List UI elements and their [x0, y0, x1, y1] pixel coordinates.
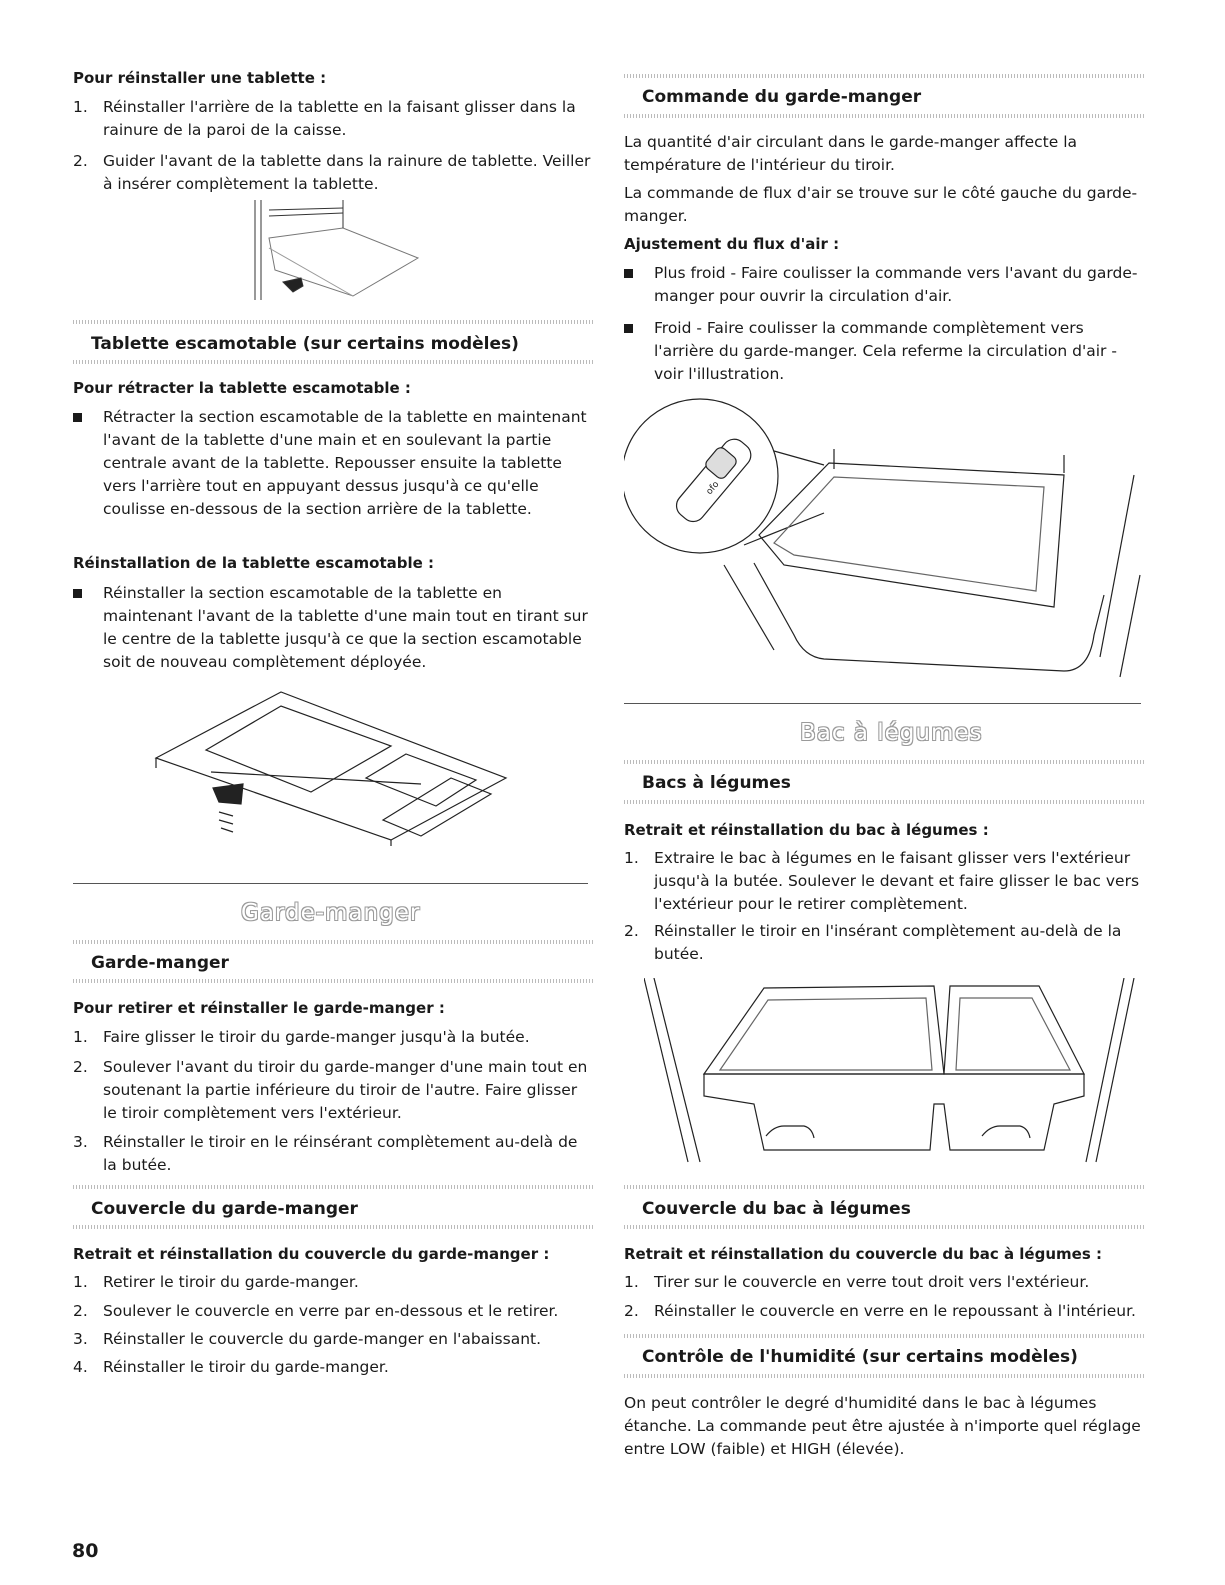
list-item — [73, 1056, 593, 1125]
crisper-banner: Bac à légumes — [800, 720, 983, 746]
pantry-cover-heading: Retrait et réinstallation du couvercle du garde-manger : — [73, 1245, 550, 1263]
step-text: Extraire le bac à légumes en le faisant glisser vers l'extérieur jusqu'à la butée. Soulever le devant et faire glisser le bac vers l'extérieur pour le retirer complètement. — [654, 849, 1140, 913]
step-number: 2. — [73, 152, 88, 170]
list-item — [73, 1356, 593, 1379]
section-divider — [624, 74, 1144, 78]
reinstall-retract-heading: Réinstallation de la tablette escamotable : — [73, 554, 435, 572]
section-rule — [624, 703, 1141, 704]
list-item — [624, 262, 1144, 308]
reinstall-shelf-heading: Pour réinstaller une tablette : — [73, 69, 327, 87]
list-item — [73, 582, 593, 674]
list-item — [73, 150, 593, 196]
section-divider — [73, 1225, 593, 1229]
humidity-title: Contrôle de l'humidité (sur certains modèles) — [642, 1347, 1078, 1367]
bullet-icon — [624, 324, 633, 333]
section-divider — [624, 1374, 1144, 1378]
section-divider — [624, 1334, 1144, 1338]
bullet-icon — [73, 589, 82, 598]
step-text: Réinstaller le tiroir en l'insérant complètement au-delà de la butée. — [654, 922, 1122, 963]
section-divider — [73, 1185, 593, 1189]
crisper-heading: Retrait et réinstallation du bac à légumes : — [624, 821, 989, 839]
bullet-icon — [73, 413, 82, 422]
pantry-control-text: La commande de flux d'air se trouve sur le côté gauche du garde-manger. — [624, 184, 1138, 225]
list-item — [624, 1300, 1144, 1323]
step-number: 3. — [73, 1330, 88, 1348]
section-divider — [73, 360, 593, 364]
step-text: Faire glisser le tiroir du garde-manger jusqu'à la butée. — [103, 1028, 530, 1046]
list-item — [73, 406, 593, 521]
bullet-text: Froid - Faire coulisser la commande complètement vers l'arrière du garde-manger. Cela referme la circulation d'air - voir l'illustration. — [654, 319, 1117, 383]
section-divider — [624, 1225, 1144, 1229]
step-number: 1. — [73, 1273, 88, 1291]
slider-label: ofo — [704, 479, 722, 497]
airflow-heading: Ajustement du flux d'air : — [624, 235, 840, 253]
section-divider — [73, 979, 593, 983]
step-number: 3. — [73, 1133, 88, 1151]
step-number: 2. — [624, 922, 639, 940]
bullet-text: Plus froid - Faire coulisser la commande vers l'avant du garde-manger pour ouvrir la circulation d'air. — [654, 264, 1138, 305]
list-item — [73, 96, 593, 142]
crisper-cover-title: Couvercle du bac à légumes — [642, 1199, 911, 1219]
list-item — [73, 1328, 593, 1351]
step-number: 1. — [73, 98, 88, 116]
step-number: 2. — [73, 1302, 88, 1320]
step-number: 1. — [624, 1273, 639, 1291]
pantry-banner: Garde-manger — [241, 900, 421, 926]
bullet-text: Réinstaller la section escamotable de la tablette en maintenant l'avant de la tablette d'une main tout en tirant sur le centre de la tablette jusqu'à ce que la section escamotable soit de nouveau complètement déployée. — [103, 584, 588, 671]
step-text: Réinstaller le couvercle du garde-manger en l'abaissant. — [103, 1330, 542, 1348]
step-text: Retirer le tiroir du garde-manger. — [103, 1273, 359, 1291]
pantry-remove-heading: Pour retirer et réinstaller le garde-manger : — [73, 999, 445, 1017]
retract-heading: Pour rétracter la tablette escamotable : — [73, 379, 411, 397]
section-divider — [624, 760, 1144, 764]
step-number: 1. — [624, 849, 639, 867]
step-text: Réinstaller le couvercle en verre en le repoussant à l'intérieur. — [654, 1302, 1136, 1320]
step-number: 4. — [73, 1358, 88, 1376]
retractable-shelf-illustration — [151, 688, 511, 848]
step-text: Soulever le couvercle en verre par en-dessous et le retirer. — [103, 1302, 559, 1320]
step-number: 2. — [73, 1058, 88, 1076]
step-text: Réinstaller le tiroir en le réinsérant complètement au-delà de la butée. — [103, 1133, 578, 1174]
pantry-airflow-illustration — [624, 395, 1144, 685]
crisper-bins-illustration — [644, 978, 1144, 1166]
step-text: Réinstaller le tiroir du garde-manger. — [103, 1358, 389, 1376]
list-item — [624, 317, 1144, 386]
list-item — [73, 1300, 593, 1323]
shelf-install-illustration — [253, 200, 433, 302]
pantry-control-title: Commande du garde-manger — [642, 87, 922, 107]
list-item — [73, 1131, 593, 1177]
section-rule — [73, 883, 588, 884]
pantry-title: Garde-manger — [91, 953, 229, 973]
step-text: Tirer sur le couvercle en verre tout droit vers l'extérieur. — [654, 1273, 1090, 1291]
list-item — [624, 847, 1144, 916]
section-divider — [624, 800, 1144, 804]
section-divider — [624, 114, 1144, 118]
section-divider — [73, 320, 593, 324]
crisper-title: Bacs à légumes — [642, 773, 791, 793]
list-item — [624, 920, 1144, 966]
pantry-control-text: La quantité d'air circulant dans le garde-manger affecte la température de l'intérieur du tiroir. — [624, 133, 1078, 174]
step-number: 2. — [624, 1302, 639, 1320]
pantry-cover-title: Couvercle du garde-manger — [91, 1199, 358, 1219]
list-item — [73, 1271, 593, 1294]
section-divider — [624, 1185, 1144, 1189]
retractable-title: Tablette escamotable (sur certains modèles) — [91, 334, 519, 354]
crisper-cover-heading: Retrait et réinstallation du couvercle du bac à légumes : — [624, 1245, 1102, 1263]
step-text: Guider l'avant de la tablette dans la rainure de tablette. Veiller à insérer complètement la tablette. — [103, 152, 591, 193]
list-item — [624, 1271, 1144, 1294]
step-number: 1. — [73, 1028, 88, 1046]
bullet-icon — [624, 269, 633, 278]
list-item — [73, 1026, 593, 1049]
page-number: 80 — [72, 1540, 99, 1562]
section-divider — [73, 940, 593, 944]
bullet-text: Rétracter la section escamotable de la tablette en maintenant l'avant de la tablette d'une main et en soulevant la partie centrale avant de la tablette. Repousser ensuite la tablette vers l'arrière tout en appuyant dessus jusqu'à ce qu'elle coulisse en-dessous de la section arrière de la tablette. — [103, 408, 587, 518]
step-text: Réinstaller l'arrière de la tablette en la faisant glisser dans la rainure de la paroi de la caisse. — [103, 98, 576, 139]
step-text: Soulever l'avant du tiroir du garde-manger d'une main tout en soutenant la partie inférieure du tiroir de l'autre. Faire glisser le tiroir complètement vers l'extérieur. — [103, 1058, 588, 1122]
humidity-text: On peut contrôler le degré d'humidité dans le bac à légumes étanche. La commande peut être ajustée à n'importe quel réglage entre LOW (faible) et HIGH (élevée). — [624, 1394, 1141, 1458]
